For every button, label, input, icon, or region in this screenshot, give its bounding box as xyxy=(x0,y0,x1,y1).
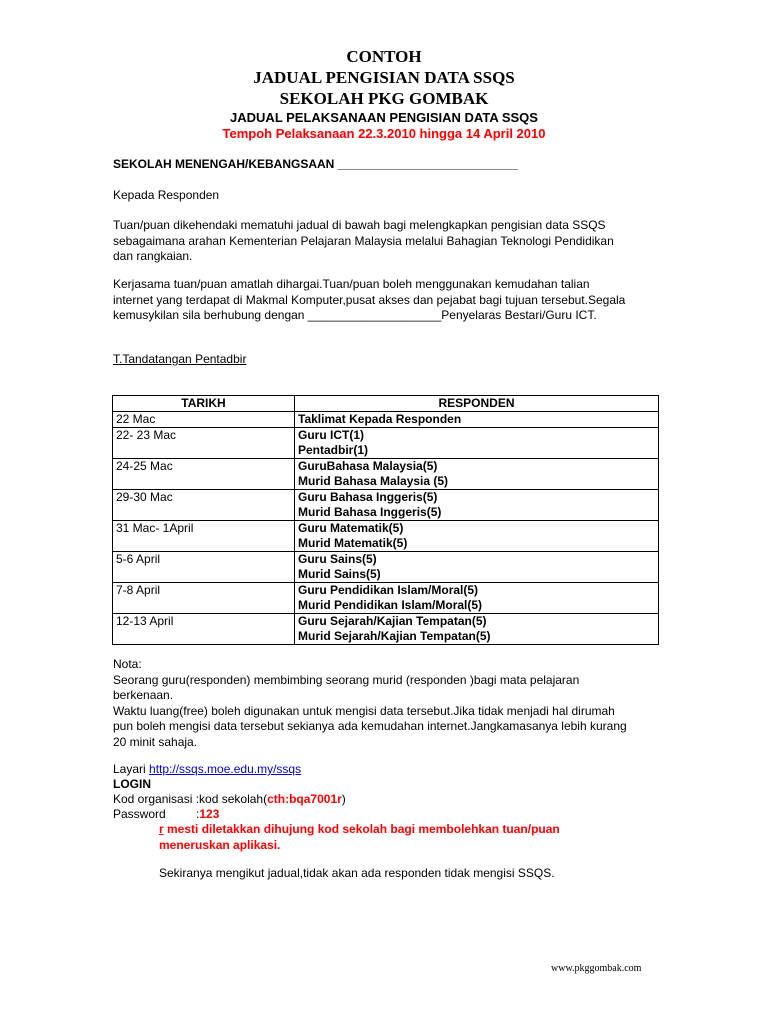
table-row xyxy=(113,412,659,428)
table-row xyxy=(113,614,659,645)
responden-cell xyxy=(295,583,659,614)
warning-line: meneruskan aplikasi. xyxy=(159,837,281,852)
paragraph-1-line: dan rangkaian. xyxy=(113,249,193,263)
login-label: LOGIN xyxy=(113,777,151,791)
table-row xyxy=(113,459,659,490)
nota-block xyxy=(113,657,627,750)
table-row xyxy=(113,428,659,459)
responden-line: Pentadbir(1) xyxy=(298,443,369,457)
salutation: Kepada Responden xyxy=(113,188,220,202)
responden-line: Murid Bahasa Inggeris(5) xyxy=(298,505,442,519)
responden-line: Taklimat Kepada Responden xyxy=(298,412,462,426)
title-contoh: CONTOH xyxy=(346,47,422,66)
ssqs-link[interactable]: http://ssqs.moe.edu.my/ssqs xyxy=(149,762,302,776)
date-cell: 29-30 Mac xyxy=(113,490,295,521)
nota-line: Waktu luang(free) boleh digunakan untuk mengisi data tersebut.Jika tidak menjadi hal dirumah xyxy=(113,703,615,718)
responden-line: Guru Sains(5) xyxy=(298,552,377,566)
password-value: 123 xyxy=(199,807,220,821)
password-value-wrap xyxy=(196,807,219,823)
responden-cell xyxy=(295,428,659,459)
kod-prefix: Kod organisasi :kod sekolah( xyxy=(113,792,268,806)
nota-label: Nota: xyxy=(113,657,142,671)
responden-cell xyxy=(295,552,659,583)
responden-cell xyxy=(295,459,659,490)
kod-example: cth:bqa7001r xyxy=(267,792,342,806)
period-text: Tempoh Pelaksanaan 22.3.2010 hingga 14 April 2010 xyxy=(222,126,546,141)
date-cell: 31 Mac- 1April xyxy=(113,521,295,552)
responden-line: Guru Matematik(5) xyxy=(298,521,404,535)
date-cell: 12-13 April xyxy=(113,614,295,645)
warning-r: r xyxy=(159,822,164,836)
schedule-table xyxy=(112,395,659,645)
date-cell: 22- 23 Mac xyxy=(113,428,295,459)
warning-block xyxy=(159,822,560,853)
column-header-responden: RESPONDEN xyxy=(295,396,659,412)
nota-line: berkenaan. xyxy=(113,688,174,702)
responden-line: Guru Sejarah/Kajian Tempatan(5) xyxy=(298,614,487,628)
responden-line: Guru Bahasa Inggeris(5) xyxy=(298,490,438,504)
table-row xyxy=(113,583,659,614)
school-line: SEKOLAH MENENGAH/KEBANGSAAN ___________________________ xyxy=(113,157,518,171)
table-row xyxy=(113,552,659,583)
subtitle: JADUAL PELAKSANAAN PENGISIAN DATA SSQS xyxy=(230,110,538,125)
paragraph-2-line: internet yang terdapat di Makmal Komputer,pusat akses dan pejabat bagi tujuan tersebut.Segala xyxy=(113,292,626,307)
nota-line: pun boleh mengisi data tersebut sekianya ada kemudahan internet.Jangkamasanya lebih kurang xyxy=(113,719,627,733)
table-header-row xyxy=(113,396,659,412)
date-cell: 5-6 April xyxy=(113,552,295,583)
visit-prefix: Layari xyxy=(113,762,150,776)
paragraph-2-line: Kerjasama tuan/puan amatlah dihargai.Tuan/puan boleh menggunakan kemudahan talian xyxy=(113,277,590,291)
paragraph-2 xyxy=(113,277,625,324)
signature-label: T.Tandatangan Pentadbir xyxy=(113,352,247,366)
date-cell: 22 Mac xyxy=(113,412,295,428)
date-cell: 24-25 Mac xyxy=(113,459,295,490)
warning-line xyxy=(159,822,560,838)
table-row xyxy=(113,490,659,521)
kod-suffix: ) xyxy=(341,792,346,806)
closing-text: Sekiranya mengikut jadual,tidak akan ada responden tidak mengisi SSQS. xyxy=(159,866,555,880)
responden-cell xyxy=(295,412,659,428)
footer-url: www.pkggombak.com xyxy=(551,963,642,974)
warning-text-1: mesti diletakkan dihujung kod sekolah bagi membolehkan tuan/puan xyxy=(163,822,560,836)
responden-line: Murid Sejarah/Kajian Tempatan(5) xyxy=(298,629,491,643)
column-header-tarikh: TARIKH xyxy=(113,396,295,412)
responden-cell xyxy=(295,614,659,645)
date-cell: 7-8 April xyxy=(113,583,295,614)
nota-line: Seorang guru(responden) membimbing seorang murid (responden )bagi mata pelajaran xyxy=(113,672,580,687)
responden-line: Murid Sains(5) xyxy=(298,567,381,581)
responden-line: Guru ICT(1) xyxy=(298,428,364,442)
password-label: Password xyxy=(113,807,166,821)
visit-line xyxy=(113,762,301,778)
paragraph-2-line: kemusykilan sila berhubung dengan ____________________Penyelaras Bestari/Guru ICT. xyxy=(113,308,597,322)
nota-line: 20 minit sahaja. xyxy=(113,734,198,749)
responden-line: GuruBahasa Malaysia(5) xyxy=(298,459,438,473)
responden-line: Murid Bahasa Malaysia (5) xyxy=(298,474,449,488)
paragraph-1-line: Tuan/puan dikehendaki mematuhi jadual di bawah bagi melengkapkan pengisian data SSQS xyxy=(113,218,606,232)
responden-cell xyxy=(295,521,659,552)
responden-cell xyxy=(295,490,659,521)
paragraph-1-line: sebagaimana arahan Kementerian Pelajaran Malaysia melalui Bahagian Teknologi Pendidikan xyxy=(113,233,614,248)
paragraph-1 xyxy=(113,218,614,265)
responden-line: Murid Pendidikan Islam/Moral(5) xyxy=(298,598,483,612)
kod-organisasi-line xyxy=(113,792,346,808)
title-jadual: JADUAL PENGISIAN DATA SSQS xyxy=(253,68,515,87)
responden-line: Murid Matematik(5) xyxy=(298,536,408,550)
table-row xyxy=(113,521,659,552)
title-sekolah: SEKOLAH PKG GOMBAK xyxy=(279,89,489,108)
password-line xyxy=(113,807,220,823)
password-separator: : xyxy=(196,807,200,821)
responden-line: Guru Pendidikan Islam/Moral(5) xyxy=(298,583,479,597)
